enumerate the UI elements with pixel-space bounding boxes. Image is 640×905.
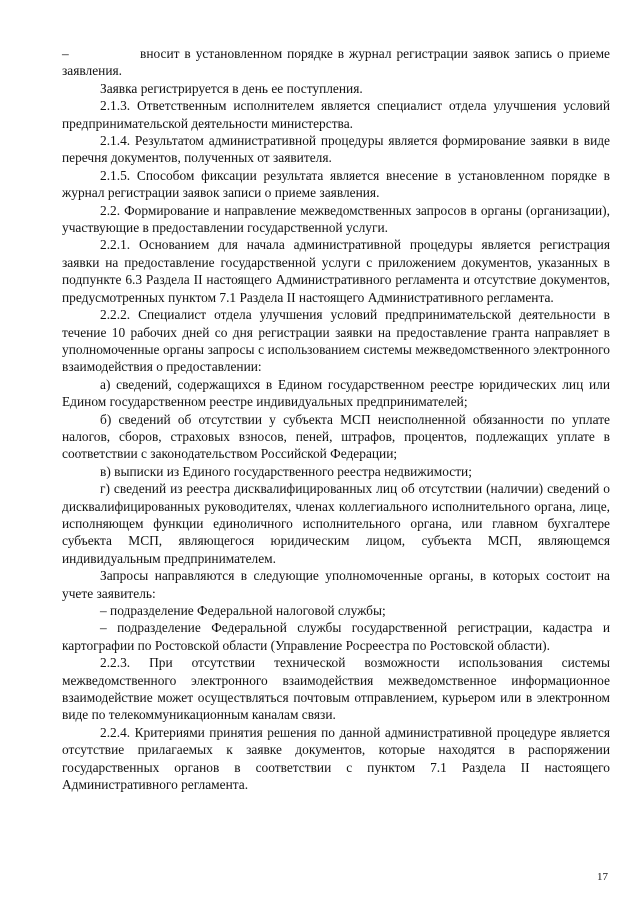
list-item-rosreestr: – подразделение Федеральной службы государственной регистрации, кадастра и картографии по Ростовской области (Управление Росреестра по Ростовской области).	[62, 620, 610, 653]
paragraph-2-2: 2.2. Формирование и направление межведомственных запросов в органы (организации), участвующие в предоставлении государственной услуги.	[62, 202, 610, 236]
paragraph-2-2-1: 2.2.1. Основанием для начала административной процедуры является регистрация заявки на предоставление государственной услуги с приложением документов, указанных в подпункте 6.3 Раздела II настоящего Административного регламента и отсутствие документов, предусмотренных пунктом 7.1 Раздела II настоящего Административного регламента.	[62, 237, 610, 305]
paragraph-2-2-4: 2.2.4. Критериями принятия решения по данной административной процедуре является отсутствие прилагаемых к заявке документов, которые находятся в распоряжении государственных органов в соответствии с пунктом 7.1 Раздела II настоящего Административного регламента.	[62, 724, 610, 793]
paragraph-2-2-3: 2.2.3. При отсутствии технической возможности использования системы межведомственного электронного взаимодействия межведомственное информационное взаимодействие может осуществляться почтовым отправлением, курьером или в электронном виде по телекоммуникационным каналам связи.	[62, 655, 610, 723]
list-item-a: а) сведений, содержащихся в Едином государственном реестре юридических лиц или Едином государственном реестре индивидуальных предпринимателей;	[62, 376, 610, 410]
page-number: 17	[597, 871, 608, 883]
paragraph-2-1-5: 2.1.5. Способом фиксации результата является внесение в установленном порядке в журнал регистрации заявок записи о приеме заявления.	[62, 167, 610, 201]
paragraph-registration-entry	[62, 45, 610, 80]
paragraph-text: вносит в установленном порядке в журнал регистрации заявок запись о приеме заявления.	[62, 46, 610, 79]
paragraph-registration-day: Заявка регистрируется в день ее поступления.	[100, 80, 363, 96]
paragraph-2-1-3: 2.1.3. Ответственным исполнителем является специалист отдела улучшения условий предпринимательской деятельности министерства.	[62, 98, 610, 131]
list-item-g: г) сведений из реестра дисквалифицированных лиц об отсутствии (наличии) сведений о дисквалифицированных руководителях, членах коллегиального исполнительного органа, лице, исполняющем функции единоличного исполнительного органа, или главном бухгалтере субъекта МСП, являющегося юридическим лицом, субъекта МСП, являющемся индивидуальным предпринимателем.	[62, 481, 610, 566]
list-dash: –	[62, 46, 69, 61]
document-page	[62, 45, 610, 793]
list-item-b: б) сведений об отсутствии у субъекта МСП неисполненной обязанности по уплате налогов, сборов, страховых взносов, пеней, штрафов, процентов, подлежащих уплате в соответствии с законодательством Российской Федерации;	[62, 411, 610, 462]
paragraph-2-2-2: 2.2.2. Специалист отдела улучшения условий предпринимательской деятельности в течение 10 рабочих дней со дня регистрации заявки на предоставление гранта направляет в уполномоченные органы запросы с использованием системы межведомственного электронного взаимодействия о предоставлении:	[62, 307, 610, 375]
list-item-v: в) выписки из Единого государственного реестра недвижимости;	[100, 463, 472, 479]
paragraph-requests: Запросы направляются в следующие уполномоченные органы, в которых состоит на учете заявитель:	[62, 568, 610, 601]
paragraph-2-1-4: 2.1.4. Результатом административной процедуры является формирование заявки в виде перечня документов, полученных от заявителя.	[62, 133, 610, 166]
list-item-tax-service: – подразделение Федеральной налоговой службы;	[100, 603, 386, 618]
